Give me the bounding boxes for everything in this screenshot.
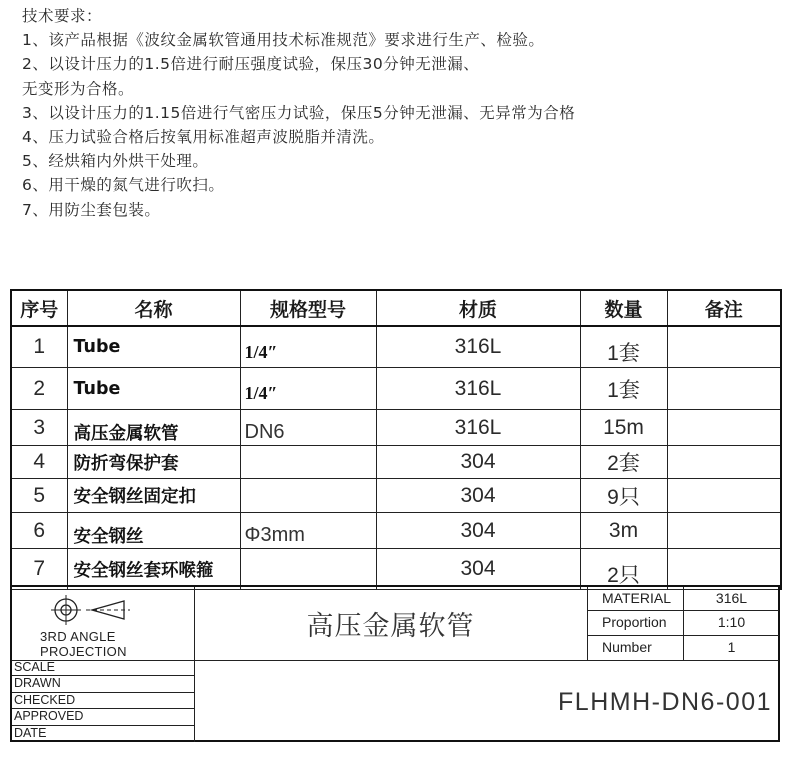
requirement-line: 7、用防尘套包装。: [22, 200, 161, 219]
drawing-title: 高压金属软管: [194, 587, 587, 661]
row-quantity: 9只: [580, 479, 667, 513]
row-index: 2: [11, 368, 67, 410]
technical-requirements: [22, 4, 782, 222]
table-row: [11, 549, 781, 590]
row-spec: [240, 479, 376, 513]
header-spec: 规格型号: [240, 290, 376, 326]
requirement-line: 3、以设计压力的1.15倍进行气密压力试验，保压5分钟无泄漏、无异常为合格: [22, 103, 576, 122]
table-row: [11, 479, 781, 513]
drawing-number: FLHMH-DN6-001: [558, 688, 772, 716]
row-quantity: 2套: [580, 446, 667, 479]
header-note: 备注: [667, 290, 781, 326]
row-note: [667, 326, 781, 368]
requirement-line: 1、该产品根据《波纹金属软管通用技术标准规范》要求进行生产、检验。: [22, 31, 545, 50]
row-note: [667, 513, 781, 549]
table-row: [11, 410, 781, 446]
row-spec: DN6: [240, 410, 376, 446]
header-name: 名称: [67, 290, 240, 326]
row-note: [667, 368, 781, 410]
signoff-table: [12, 660, 195, 742]
meta-value: 1:10: [717, 614, 746, 631]
row-index: 5: [11, 479, 67, 513]
row-index: 7: [11, 549, 67, 590]
row-note: [667, 446, 781, 479]
row-index: 4: [11, 446, 67, 479]
requirement-line: 4、压力试验合格后按氧用标准超声波脱脂并清洗。: [22, 128, 385, 147]
row-note: [667, 479, 781, 513]
row-note: [667, 549, 781, 590]
signoff-checked: CHECKED: [12, 693, 194, 709]
row-note: [667, 410, 781, 446]
row-name: 防折弯保护套: [67, 446, 240, 479]
row-material: 304: [376, 513, 580, 549]
table-row: [11, 513, 781, 549]
projection-box: [12, 587, 195, 661]
signoff-date: DATE: [14, 725, 47, 740]
row-index: 3: [11, 410, 67, 446]
header-index: 序号: [11, 290, 67, 326]
row-name: 高压金属软管: [67, 410, 240, 446]
row-quantity: 15m: [580, 410, 667, 446]
row-quantity: 3m: [580, 513, 667, 549]
row-spec: [240, 549, 376, 590]
requirement-line: 5、经烘箱内外烘干处理。: [22, 152, 209, 171]
requirement-line: 无变形为合格。: [22, 79, 135, 98]
row-material: 316L: [376, 326, 580, 368]
meta-value: 316L: [715, 590, 748, 606]
meta-row-number: [588, 636, 779, 660]
row-spec: [240, 446, 376, 479]
bill-of-materials-table: [10, 289, 782, 590]
row-material: 304: [376, 446, 580, 479]
signoff-scale: SCALE: [12, 660, 194, 676]
row-name: 安全钢丝套环喉箍: [67, 549, 240, 590]
row-material: 304: [376, 479, 580, 513]
row-name: Tube: [67, 368, 240, 410]
meta-row-proportion: [588, 611, 779, 635]
title-block: [10, 585, 780, 742]
row-name: 安全钢丝固定扣: [67, 479, 240, 513]
row-index: 6: [11, 513, 67, 549]
signoff-drawn: DRAWN: [12, 676, 194, 692]
meta-key: MATERIAL: [588, 587, 684, 610]
row-name: 安全钢丝: [67, 513, 240, 549]
header-material: 材质: [376, 290, 580, 326]
header-quantity: 数量: [580, 290, 667, 326]
requirement-line: 2、以设计压力的1.5倍进行耐压强度试验，保压30分钟无泄漏、: [22, 55, 480, 74]
meta-value: 1: [727, 638, 736, 655]
drawing-number-box: [194, 660, 778, 740]
row-material: 304: [376, 549, 580, 590]
material-info-table: [587, 587, 779, 661]
row-spec: Φ3mm: [240, 513, 376, 549]
row-quantity: 2只: [580, 549, 667, 590]
row-quantity: 1套: [580, 368, 667, 410]
meta-row-material: [588, 587, 779, 611]
row-spec: 1/4″: [240, 326, 376, 368]
table-row: [11, 326, 781, 368]
signoff-approved: APPROVED: [12, 709, 194, 725]
third-angle-projection-symbol-icon: [50, 593, 132, 627]
row-quantity: 1套: [580, 326, 667, 368]
table-row: [11, 446, 781, 479]
row-name: Tube: [67, 326, 240, 368]
row-material: 316L: [376, 368, 580, 410]
requirement-line: 6、用干燥的氮气进行吹扫。: [22, 176, 225, 195]
requirements-heading: 技术要求：: [22, 7, 103, 25]
table-header-row: [11, 290, 781, 326]
row-material: 316L: [376, 410, 580, 446]
row-spec: 1/4″: [240, 368, 376, 410]
meta-key: Proportion: [588, 611, 684, 634]
row-index: 1: [11, 326, 67, 368]
projection-label: 3RD ANGLE PROJECTION: [40, 629, 127, 659]
table-row: [11, 368, 781, 410]
meta-key: Number: [588, 636, 684, 660]
